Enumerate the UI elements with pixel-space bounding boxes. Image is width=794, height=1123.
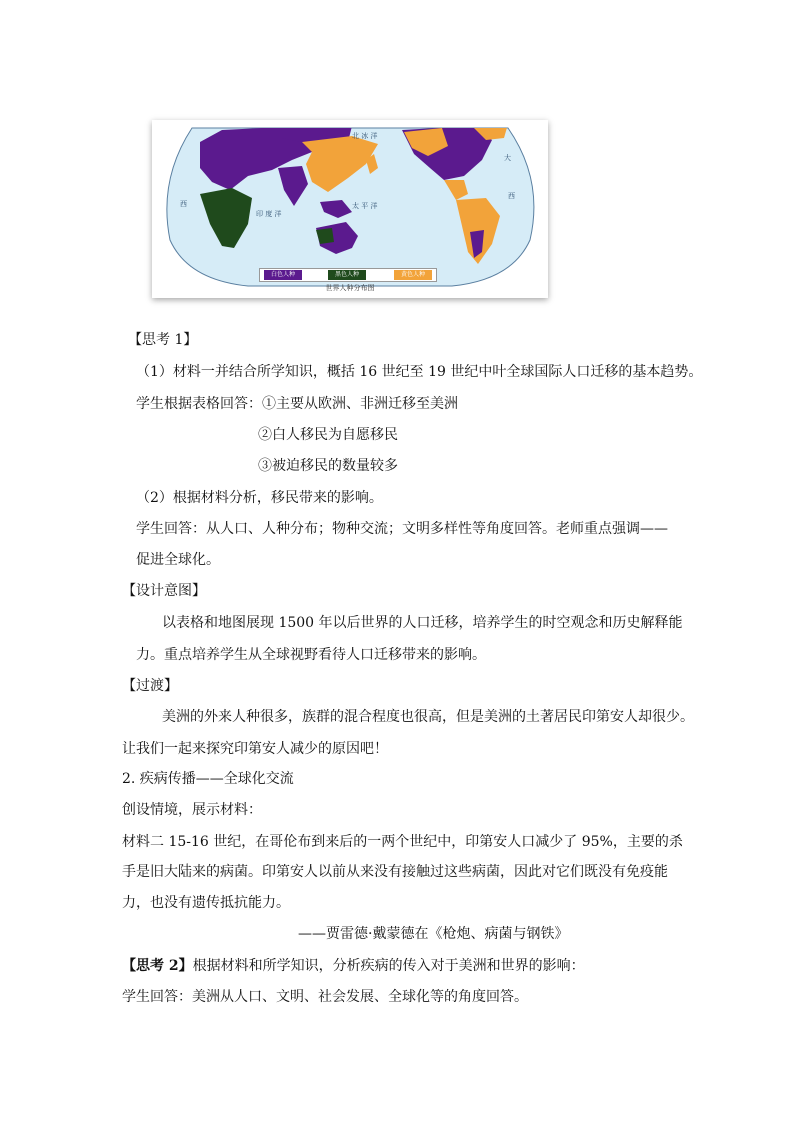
material2-line1: 材料二 15-16 世纪，在哥伦布到来后的一两个世纪中，印第安人口减少了 95%，主要的杀 xyxy=(122,834,683,850)
think1-answer2-line2: 促进全球化。 xyxy=(136,552,220,568)
material2-line3: 力，也没有遗传抵抗能力。 xyxy=(122,895,290,911)
answer-item-3: ③被迫移民的数量较多 xyxy=(258,458,398,474)
section2-heading: 2. 疾病传播——全球化交流 xyxy=(122,771,294,787)
map-caption: 世界人种分布图 xyxy=(325,284,375,292)
transition-title: 【过渡】 xyxy=(122,678,178,694)
svg-text:西: 西 xyxy=(180,200,187,208)
material2-line2: 手是旧大陆来的病菌。印第安人以前从来没有接触过这些病菌，因此对它们既没有免疫能 xyxy=(122,864,668,880)
think2-question: 根据材料和所学知识，分析疾病的传入对于美洲和世界的影响： xyxy=(192,958,585,974)
svg-text:大: 大 xyxy=(504,154,511,162)
material2-source: ——贾雷德·戴蒙德在《枪炮、病菌与钢铁》 xyxy=(298,926,569,942)
legend-white-race: 白色人种 xyxy=(264,270,302,280)
map-legend xyxy=(259,268,437,282)
think1-answer2-line1: 学生回答：从人口、人种分布；物种交流；文明多样性等角度回答。老师重点强调—— xyxy=(136,521,668,537)
legend-yellow-race: 黄色人种 xyxy=(394,270,432,280)
think2-answer: 学生回答：美洲从人口、文明、社会发展、全球化等的角度回答。 xyxy=(122,989,528,1005)
svg-text:北 冰 洋: 北 冰 洋 xyxy=(352,132,378,140)
think2-line xyxy=(122,956,585,976)
think1-title: 【思考 1】 xyxy=(128,332,198,348)
think2-title: 【思考 2】 xyxy=(122,958,193,974)
legend-black-race: 黑色人种 xyxy=(328,270,366,280)
design-title: 【设计意图】 xyxy=(122,583,206,599)
svg-text:西: 西 xyxy=(508,192,515,200)
design-line2: 力。重点培养学生从全球视野看待人口迁移带来的影响。 xyxy=(136,647,486,663)
answer-item-2: ②白人移民为自愿移民 xyxy=(258,427,398,443)
answer-item-1: ①主要从欧洲、非洲迁移至美洲 xyxy=(262,396,458,412)
think1-question2: （2）根据材料分析，移民带来的影响。 xyxy=(136,490,383,506)
transition-line2: 让我们一起来探究印第安人减少的原因吧！ xyxy=(122,741,388,757)
think1-answer-line1 xyxy=(136,394,458,414)
section2-intro: 创设情境，展示材料： xyxy=(122,802,262,818)
svg-text:印 度 洋: 印 度 洋 xyxy=(256,210,282,218)
svg-text:太 平 洋: 太 平 洋 xyxy=(352,202,378,210)
transition-line1: 美洲的外来人种很多，族群的混合程度也很高，但是美洲的土著居民印第安人却很少。 xyxy=(162,709,694,725)
think1-question1: （1）材料一并结合所学知识，概括 16 世纪至 19 世纪中叶全球国际人口迁移的基本趋势。 xyxy=(136,364,703,380)
answer-prefix: 学生根据表格回答： xyxy=(136,396,262,412)
design-line1: 以表格和地图展现 1500 年以后世界的人口迁移，培养学生的时空观念和历史解释能 xyxy=(162,615,683,631)
world-race-map xyxy=(152,120,548,298)
